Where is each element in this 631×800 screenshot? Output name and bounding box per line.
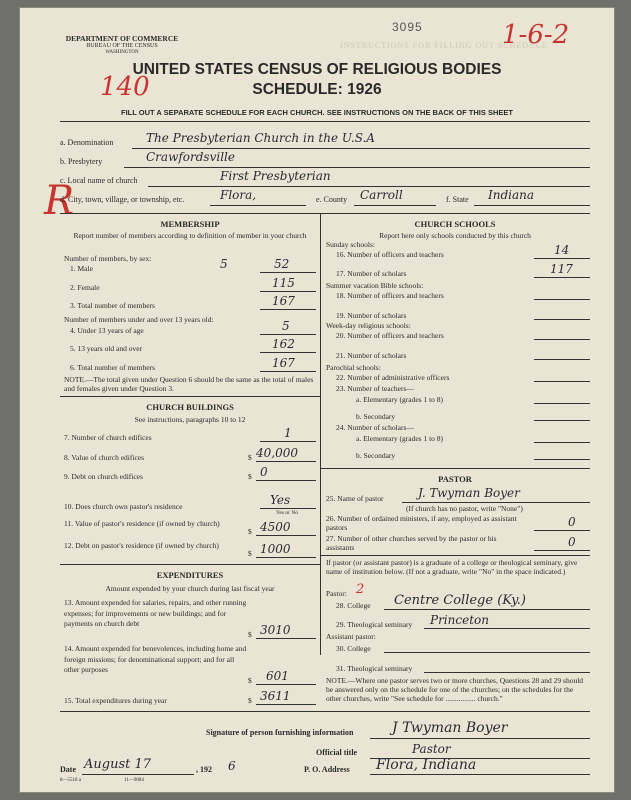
q6-label: 6. Total number of members (70, 363, 155, 372)
q12-label: 12. Debt on pastor's residence (if owned by church) (64, 541, 219, 550)
q27-label: 27. Number of other churches served by the pastor or his assistants (326, 534, 497, 552)
q8-value: 40,000 (256, 446, 298, 460)
signature-label: Signature of person furnishing information (206, 728, 354, 737)
q13-value: 3010 (260, 623, 291, 637)
q26-label: 26. Number of ordained ministers, if any, employed as assistant pastors (326, 514, 517, 532)
denomination-label: a. Denomination (60, 138, 114, 147)
q23b-label: b. Secondary (356, 412, 396, 421)
state-value: Indiana (488, 188, 535, 202)
q10-label: 10. Does church own pastor's residence (64, 502, 183, 511)
q9-value: 0 (260, 465, 268, 479)
membership-intro: Report number of members according to definition of member in your church (73, 231, 307, 240)
q16-label: 16. Number of officers and teachers (336, 250, 444, 259)
q11-value: 4500 (260, 520, 291, 534)
year-label: , 192 (196, 765, 212, 774)
q15-value: 3611 (260, 689, 291, 703)
dept-label: DEPARTMENT OF COMMERCE (65, 34, 179, 43)
q14-label: 14. Amount expended for benevolences, including home and foreign missions; for denominational support; and for all other purposes (64, 644, 247, 674)
red-R-mark: R (44, 178, 75, 224)
q22-label: 22. Number of administrative officers (336, 373, 450, 382)
q3-value: 167 (272, 294, 295, 308)
date-label: Date (60, 765, 76, 774)
q5-value: 162 (272, 337, 295, 351)
parochial-label: Parochial schools: (326, 363, 381, 372)
q14-value: 601 (266, 669, 289, 683)
q23a-label: a. Elementary (grades 1 to 8) (356, 395, 444, 404)
assistant-label: Assistant pastor: (326, 632, 376, 641)
sunday-label: Sunday schools: (326, 240, 375, 249)
rule-bottom (60, 711, 590, 712)
sex-label: Number of members, by sex: (64, 254, 152, 263)
q9-label: 9. Debt on church edifices (64, 472, 143, 481)
weekday-label: Week-day religious schools: (326, 321, 411, 330)
presbytery-value: Crawfordsville (146, 150, 235, 164)
bureau-label: BUREAU OF THE CENSUS (86, 43, 158, 49)
q31-label: 31. Theological seminary (336, 664, 413, 673)
city-label-d: d. City, town, village, or township, etc. (60, 195, 185, 204)
schools-intro: Report here only schools conducted by this church (379, 231, 531, 240)
form-number-2: 11—9084 (124, 778, 144, 783)
buildings-intro: See instructions, paragraphs 10 to 12 (134, 415, 246, 424)
q2-label: 2. Female (70, 283, 100, 292)
q15-label: 15. Total expenditures during year (64, 696, 167, 705)
q7-label: 7. Number of church edifices (64, 433, 152, 442)
q28-label: 28. College (336, 601, 371, 610)
official-title-label: Official title (316, 748, 358, 757)
q29-label: 29. Theological seminary (336, 620, 413, 629)
signature-value: J Twyman Boyer (392, 720, 508, 736)
q24b-label: b. Secondary (356, 451, 396, 460)
q10-value: Yes (270, 493, 291, 507)
bleed-through-text: INSTRUCTIONS FOR FILLING OUT SCHEDULE (340, 41, 548, 50)
instruction-line: FILL OUT A SEPARATE SCHEDULE FOR EACH CHURCH. SEE INSTRUCTIONS ON THE BACK OF THIS SHEET (121, 108, 513, 117)
q24-label: 24. Number of scholars— (336, 423, 414, 432)
q29-value: Princeton (430, 613, 489, 627)
membership-note: NOTE.—The total given under Question 6 should be the same as the total of males and females given under Question 3. (64, 375, 314, 393)
q19-label: 19. Number of scholars (336, 311, 407, 320)
state-label: f. State (446, 195, 469, 204)
pastor-sub-label: Pastor: (326, 589, 347, 598)
po-address-value: Flora, Indiana (376, 757, 477, 773)
year-digit: 6 (228, 759, 236, 773)
q24a-label: a. Elementary (grades 1 to 8) (356, 434, 444, 443)
q1-label: 1. Male (70, 264, 93, 273)
county-label: e. County (316, 195, 348, 204)
official-title-value: Pastor (412, 742, 451, 756)
q26-value: 0 (568, 515, 576, 529)
age-label: Number of members under and over 13 years old: (64, 315, 214, 324)
rule-top (60, 121, 590, 122)
q6-value: 167 (272, 356, 295, 370)
red-2-mark: 2 (356, 582, 365, 597)
q25-value: J. Twyman Boyer (418, 486, 520, 500)
q27-value: 0 (568, 535, 576, 549)
buildings-heading: CHURCH BUILDINGS (146, 402, 234, 412)
q25-label: 25. Name of pastor (326, 494, 384, 503)
census-schedule-page: INSTRUCTIONS FOR FILLING OUT SCHEDULE DEPARTMENT OF COMMERCE BUREAU OF THE CENSUS WASHINGTON 3095 1-6-2 140 UNITED STATES CENSUS OF RELIGIOUS BODIES SCHEDULE: 1926 FILL OUT A SEPARATE SCHEDULE FOR EACH CHURCH. SEE INSTRUCTIONS ON THE BACK OF THIS SHEET R a. Denomination The Presbyterian Church in the U.S.A b. Presbytery Crawfordsville c. Local name of church First Presbyterian d. City, town, village, or township, etc. Flora, e. County Carroll f. State Indiana MEMBERSHIP Report number of members according to definition of member in your church Number of members, by sex: 1. Male 5 52 2. Female 115 3. Total number of members 167 Number of members under and over 13 years old: 4. Under 13 years of age 5 5. 13 years old and over 162 6. Total number of members 167 NOTE.—The total given under Question 6 should be the same as the total of males and females given under Question 3. CHURCH BUILDINGS See instructions, paragraphs 10 to 12 7. Number of church edifices 1 8. Value of church edifices $ 40,000 9. Debt on church edifices $ 0 10. Does church own pastor's residence Yes Yes or No 11. Value of pastor's residence (if owned by church) $ 4500 12. Debt on pastor's residence (if owned by church) $ 1000 EXPENDITURES Amount expended by your church during last fiscal year 13. Amount expended for salaries, repairs, and other running expenses; for improvements or new buildings; and for payments on church debt $ 3010 14. Amount expended for benevolences, including home and foreign missions; for denominational support; and for all other purposes $ 601 15. Total expenditures during year $ 3611 CHURCH SCHOOLS Report here only schools conducted by this church Sunday schools: 16. Number of officers and teachers 14 17. Number of scholars 117 Summer vacation Bible schools: 18. Number of officers and teachers 19. Number of scholars Week-day religious schools: 20. Number of officers and teachers 21. Number of scholars Parochial schools: 22. Number of administrative officers 23. Number of teachers— a. Elementary (grades 1 to 8) b. Secondary 24. Number of scholars— a. Elementary (grades 1 to 8) b. Secondary PASTOR 25. Name of pastor J. Twyman Boyer (If church has no pastor, write "None") 26. Number of ordained ministers, if any, employed as assistant pastors 0 27. Number of other churches served by the pastor or his assistants 0 If pastor (or assistant pastor) is a graduate of a college or theological seminary, give name of institution below. (If not a graduate, write "No" in the space indicated.) Pastor: 2 28. College Centre College (Ky.) 29. Theological seminary Princeton Assistant pastor: 30. College 31. Theological seminary NOTE.—Where one pastor serves two or more churches, Questions 28 and 29 should be answered only on the schedule for one of the churches; on the schedules for the other churches, write "See schedule for ................ church." Signature of person furnishing information J Twyman Boyer Official title Pastor Date August 17 , 192 6 P. O. Address Flora, Indiana 8—5518 a 11—9084 (20, 8, 614, 792)
q30-label: 30. College (336, 644, 371, 653)
stamp-number: 3095 (392, 20, 423, 34)
q28-value: Centre College (Ky.) (394, 593, 526, 608)
q17-label: 17. Number of scholars (336, 269, 407, 278)
expenditures-intro: Amount expended by your church during last fiscal year (105, 584, 275, 593)
form-number: 8—5518 a (60, 778, 81, 783)
q10-hint: Yes or No (276, 510, 299, 516)
expenditures-heading: EXPENDITURES (156, 570, 224, 580)
po-address-label: P. O. Address (304, 765, 350, 774)
q18-label: 18. Number of officers and teachers (336, 291, 444, 300)
q17-value: 117 (550, 262, 573, 276)
q11-label: 11. Value of pastor's residence (if owned by church) (64, 519, 220, 528)
q4-value: 5 (282, 319, 290, 333)
q21-label: 21. Number of scholars (336, 351, 407, 360)
local-name-label: c. Local name of church (60, 176, 138, 185)
graduate-note: If pastor (or assistant pastor) is a graduate of a college or theological seminary, give name of institution below. (If not a graduate, write "No" in the space indicated.) (326, 558, 578, 576)
schedule-title: SCHEDULE: 1926 (252, 81, 382, 98)
q8-label: 8. Value of church edifices (64, 453, 145, 462)
local-name-value: First Presbyterian (220, 169, 331, 183)
q16-value: 14 (554, 243, 570, 257)
pastor-heading: PASTOR (438, 474, 472, 484)
city-label: WASHINGTON (105, 50, 139, 55)
q25-hint: (If church has no pastor, write "None") (406, 504, 523, 513)
denomination-value: The Presbyterian Church in the U.S.A (146, 131, 375, 145)
membership-heading: MEMBERSHIP (160, 219, 220, 229)
q13-label: 13. Amount expended for salaries, repairs, and other running expenses; for improvements or new buildings; and for payments on church debt (64, 598, 247, 628)
q12-value: 1000 (260, 542, 291, 556)
q23-label: 23. Number of teachers— (336, 384, 414, 393)
presbytery-label: b. Presbytery (60, 157, 103, 166)
rule-section (60, 213, 590, 214)
q5-label: 5. 13 years old and over (70, 344, 143, 353)
main-title: UNITED STATES CENSUS OF RELIGIOUS BODIES (132, 61, 502, 78)
date-value: August 17 (84, 757, 152, 772)
red-number-mark: 140 (100, 72, 150, 102)
city-value: Flora, (220, 188, 257, 202)
summer-label: Summer vacation Bible schools: (326, 281, 424, 290)
pastor-note: NOTE.—Where one pastor serves two or more churches, Questions 28 and 29 should be answered only on the schedule for one of the churches; on the schedules for the other churches, write "See schedule for ................ church." (326, 676, 584, 703)
q1-value: 52 (274, 257, 290, 271)
q3-label: 3. Total number of members (70, 301, 155, 310)
q20-label: 20. Number of officers and teachers (336, 331, 444, 340)
q1-note: 5 (220, 257, 228, 271)
schools-heading: CHURCH SCHOOLS (414, 219, 496, 229)
q2-value: 115 (272, 276, 295, 290)
q4-label: 4. Under 13 years of age (70, 326, 144, 335)
column-divider (320, 213, 321, 655)
county-value: Carroll (360, 188, 403, 202)
red-date-mark: 1-6-2 (502, 20, 570, 50)
q7-value: 1 (284, 426, 292, 440)
